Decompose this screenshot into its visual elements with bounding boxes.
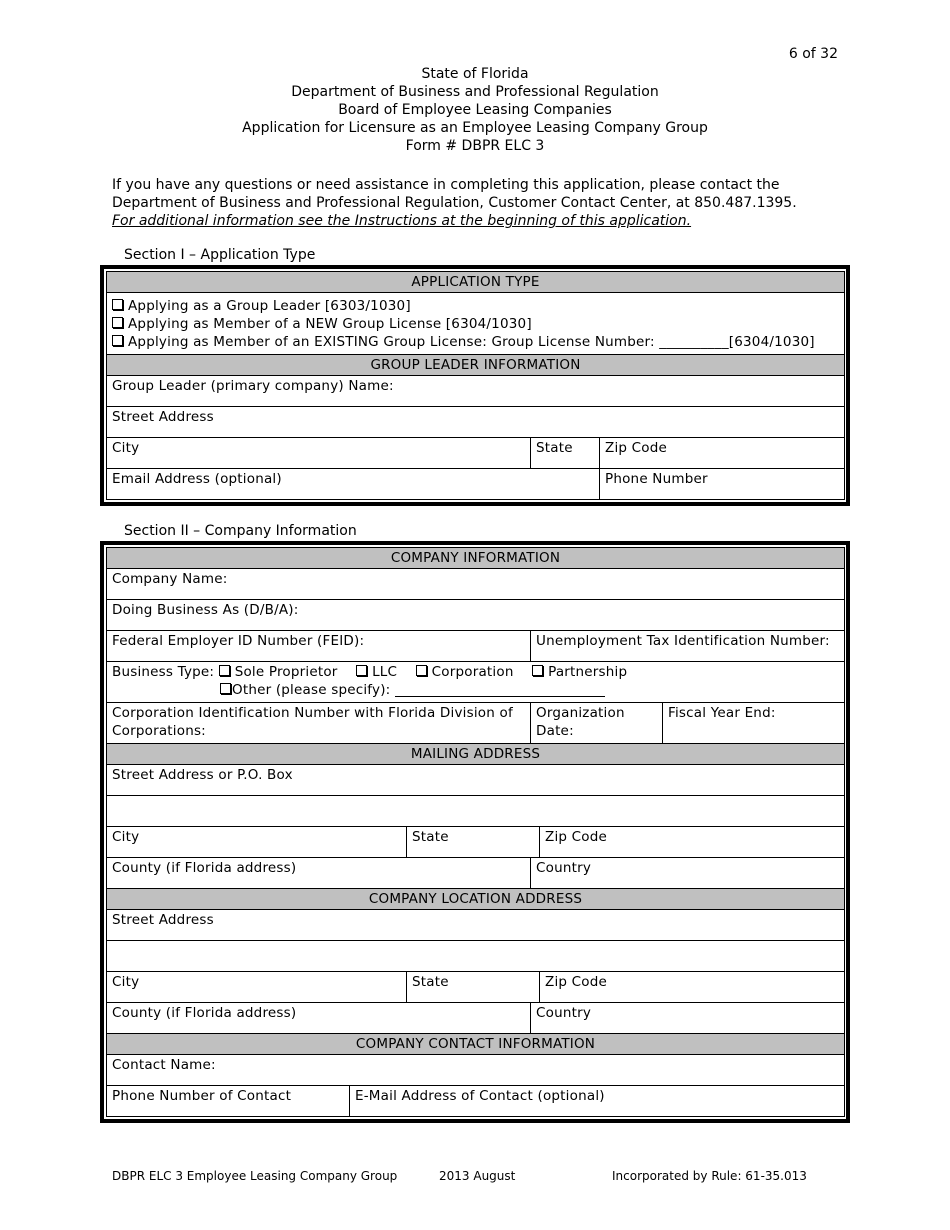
footer-date: 2013 August: [439, 1169, 516, 1183]
business-type-corporation[interactable]: Corporation: [416, 664, 514, 680]
contact-phone-field[interactable]: Phone Number of Contact: [107, 1086, 350, 1117]
organization-date-field[interactable]: Organization Date:: [531, 703, 663, 744]
company-information-table: [106, 547, 845, 1117]
fiscal-year-end-field[interactable]: Fiscal Year End:: [663, 703, 845, 744]
location-zip-field[interactable]: Zip Code: [540, 972, 845, 1003]
group-leader-phone-field[interactable]: Phone Number: [600, 469, 845, 500]
footer-rule: Incorporated by Rule: 61-35.013: [612, 1169, 807, 1183]
contact-email-field[interactable]: E-Mail Address of Contact (optional): [350, 1086, 845, 1117]
company-info-header: COMPANY INFORMATION: [107, 548, 845, 569]
header-board: Board of Employee Leasing Companies: [338, 102, 612, 118]
option-group-leader[interactable]: Applying as a Group Leader [6303/1030]: [112, 297, 839, 315]
checkbox-icon[interactable]: [356, 665, 367, 676]
business-type-sole-proprietor[interactable]: Sole Proprietor: [219, 664, 338, 680]
feid-field[interactable]: Federal Employer ID Number (FEID):: [107, 631, 531, 662]
group-leader-email-field[interactable]: Email Address (optional): [107, 469, 600, 500]
checkbox-icon[interactable]: [416, 665, 427, 676]
contact-info-header: COMPANY CONTACT INFORMATION: [107, 1034, 845, 1055]
mailing-city-field[interactable]: City: [107, 827, 407, 858]
group-leader-street-field[interactable]: Street Address: [107, 407, 845, 438]
business-type-partnership[interactable]: Partnership: [532, 664, 627, 680]
mailing-county-field[interactable]: County (if Florida address): [107, 858, 531, 889]
option-existing-group-member[interactable]: Applying as Member of an EXISTING Group License: Group License Number: __________[6304/1030]: [112, 333, 839, 351]
intro-note: For additional information see the Instructions at the beginning of this application.: [112, 213, 692, 229]
header-state: State of Florida: [421, 66, 529, 82]
checkbox-icon[interactable]: [112, 299, 123, 310]
section-1-title: Section I – Application Type: [124, 247, 316, 263]
contact-name-field[interactable]: Contact Name:: [107, 1055, 845, 1086]
checkbox-icon[interactable]: [112, 317, 123, 328]
intro-line-2: Department of Business and Professional Regulation, Customer Contact Center, at 850.487.1395.: [112, 195, 797, 211]
application-type-header: APPLICATION TYPE: [107, 272, 845, 293]
checkbox-icon[interactable]: [220, 683, 231, 694]
location-street-field[interactable]: Street Address: [107, 910, 845, 941]
group-leader-zip-field[interactable]: Zip Code: [600, 438, 845, 469]
other-specify-input[interactable]: [395, 682, 605, 697]
checkbox-icon[interactable]: [219, 665, 230, 676]
option-new-group-member[interactable]: Applying as Member of a NEW Group License [6304/1030]: [112, 315, 839, 333]
mailing-state-field[interactable]: State: [407, 827, 540, 858]
application-type-options: [107, 293, 845, 355]
dba-field[interactable]: Doing Business As (D/B/A):: [107, 600, 845, 631]
checkbox-icon[interactable]: [112, 335, 123, 346]
section-1-box: [100, 265, 850, 506]
location-county-field[interactable]: County (if Florida address): [107, 1003, 531, 1034]
business-type-label: Business Type:: [112, 664, 215, 680]
mailing-country-field[interactable]: Country: [531, 858, 845, 889]
footer-form-name: DBPR ELC 3 Employee Leasing Company Group: [112, 1169, 398, 1183]
form-header: [0, 65, 950, 155]
location-street-line-2[interactable]: [107, 941, 845, 972]
intro-text: [112, 176, 832, 230]
page-number: 6 of 32: [788, 46, 838, 62]
group-leader-city-field[interactable]: City: [107, 438, 531, 469]
group-leader-state-field[interactable]: State: [531, 438, 600, 469]
header-department: Department of Business and Professional Regulation: [291, 84, 659, 100]
company-name-field[interactable]: Company Name:: [107, 569, 845, 600]
location-country-field[interactable]: Country: [531, 1003, 845, 1034]
business-type-other[interactable]: Other (please specify):: [112, 681, 839, 699]
business-type-field: [107, 662, 845, 703]
group-leader-header: GROUP LEADER INFORMATION: [107, 355, 845, 376]
section-2-title: Section II – Company Information: [124, 523, 357, 539]
corp-id-field[interactable]: Corporation Identification Number with Florida Division of Corporations:: [107, 703, 531, 744]
header-form-number: Form # DBPR ELC 3: [405, 138, 545, 154]
header-application-title: Application for Licensure as an Employee Leasing Company Group: [242, 120, 708, 136]
location-city-field[interactable]: City: [107, 972, 407, 1003]
group-leader-name-field[interactable]: Group Leader (primary company) Name:: [107, 376, 845, 407]
mailing-street-line-2[interactable]: [107, 796, 845, 827]
section-2-box: [100, 541, 850, 1123]
mailing-street-field[interactable]: Street Address or P.O. Box: [107, 765, 845, 796]
checkbox-icon[interactable]: [532, 665, 543, 676]
mailing-address-header: MAILING ADDRESS: [107, 744, 845, 765]
location-address-header: COMPANY LOCATION ADDRESS: [107, 889, 845, 910]
intro-line-1: If you have any questions or need assistance in completing this application, please contact the: [112, 177, 780, 193]
application-type-table: [106, 271, 845, 500]
unemployment-tax-field[interactable]: Unemployment Tax Identification Number:: [531, 631, 845, 662]
location-state-field[interactable]: State: [407, 972, 540, 1003]
business-type-llc[interactable]: LLC: [356, 664, 397, 680]
mailing-zip-field[interactable]: Zip Code: [540, 827, 845, 858]
